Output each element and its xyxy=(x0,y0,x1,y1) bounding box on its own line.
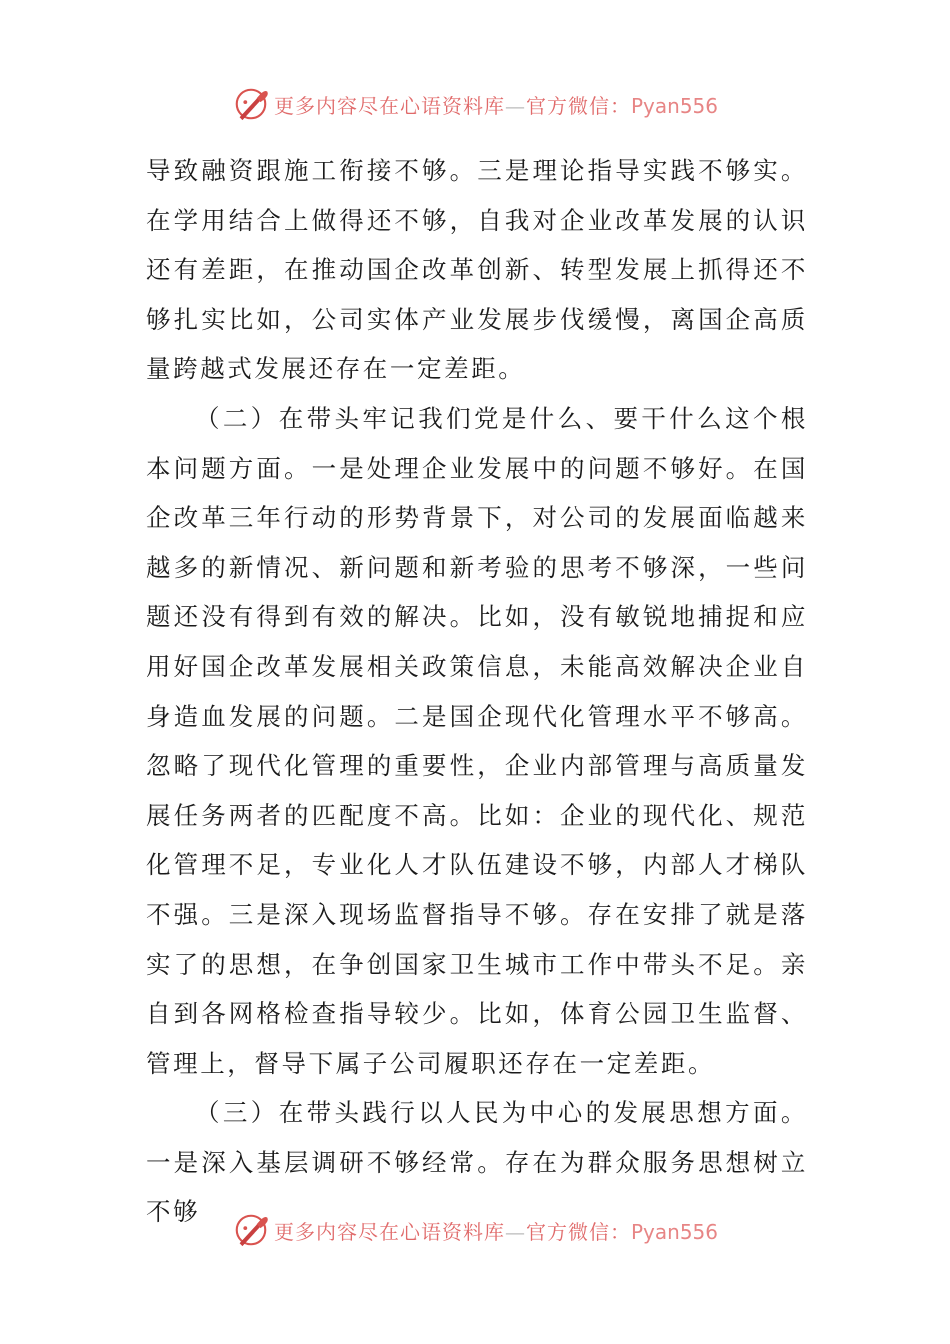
paragraph-1: 导致融资跟施工衔接不够。三是理论指导实践不够实。在学用结合上做得还不够，自我对企业改革发展的认识还有差距，在推动国企改革创新、转型发展上抓得还不够扎实比如，公司实体产业发展步伐缓慢，离国企高质量跨越式发展还存在一定差距。 xyxy=(146,156,808,384)
watermark-main: 更多内容尽在心语资料库 xyxy=(273,1219,505,1244)
watermark-label: 官方微信： xyxy=(525,93,631,118)
watermark-separator: — xyxy=(504,93,526,118)
paragraph-2: （二）在带头牢记我们党是什么、要干什么这个根本问题方面。一是处理企业发展中的问题不够好。在国企改革三年行动的形势背景下，对公司的发展面临越来越多的新情况、新问题和新考验的思考不够深，一些问题还没有得到有效的解决。比如，没有敏锐地捕捉和应用好国企改革发展相关政策信息，未能高效解决企业自身造血发展的问题。二是国企现代化管理水平不够高。忽略了现代化管理的重要性，企业内部管理与高质量发展任务两者的匹配度不高。比如：企业的现代化、规范化管理不足，专业化人才队伍建设不够，内部人才梯队不强。三是深入现场监督指导不够。存在安排了就是落实了的思想，在争创国家卫生城市工作中带头不足。亲自到各网格检查指导较少。比如，体育公园卫生监督、管理上，督导下属子公司履职还存在一定差距。 xyxy=(146,403,808,1078)
watermark-wechat-id: Pyan556 xyxy=(630,93,718,118)
watermark-banner-bottom xyxy=(0,1210,950,1250)
watermark-text xyxy=(274,1216,718,1245)
paragraph-3: （三）在带头践行以人民为中心的发展思想方面。一是深入基层调研不够经常。存在为群众服务思想树立不够 xyxy=(146,1098,808,1227)
pen-nib-icon xyxy=(232,1211,270,1249)
watermark-text xyxy=(274,90,718,119)
watermark-main: 更多内容尽在心语资料库 xyxy=(273,93,505,118)
watermark-wechat-id: Pyan556 xyxy=(630,1219,718,1244)
pen-nib-icon xyxy=(232,85,270,123)
document-body xyxy=(146,146,808,1237)
watermark-separator: — xyxy=(504,1219,526,1244)
watermark-label: 官方微信： xyxy=(525,1219,631,1244)
watermark-banner-top xyxy=(0,84,950,124)
